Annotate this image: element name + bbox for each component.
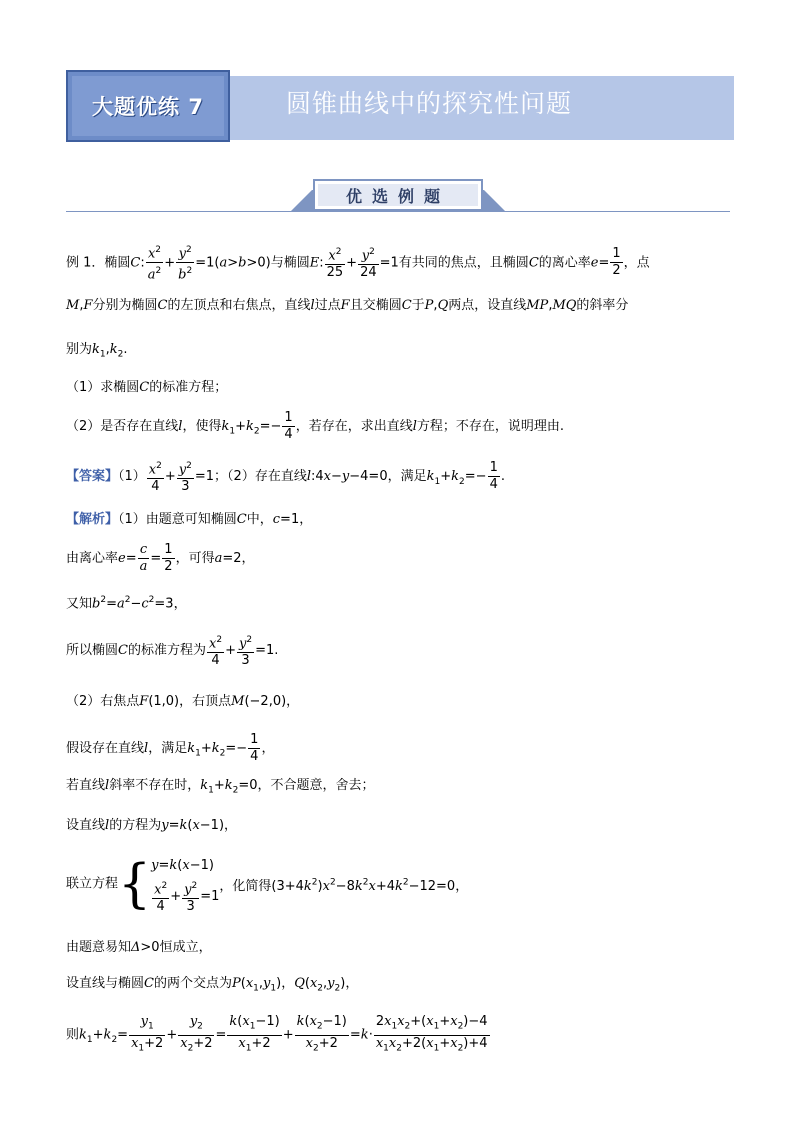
analysis-line-5: （2）右焦点F(1,0)，右顶点M(−2,0)，: [66, 694, 300, 709]
analysis-line-2: 由离心率e= $\frac{c}{a}$ = $\frac{1}{2}$ ，可得a=2，: [66, 542, 255, 574]
analysis-line-6: 假设存在直线l，满足$k_1+k_2=-$ $\frac{1}{4}$ ，: [66, 732, 275, 764]
analysis-line-1: 【解析】（1）由题意可知椭圆C中，c=1，: [66, 512, 313, 527]
analysis-line-10: 由题意易知Δ>0恒成立，: [66, 940, 212, 955]
page-title: 圆锥曲线中的探究性问题: [286, 89, 573, 118]
example-line-1: 例 1．椭圆C: $\frac{x^2}{a^2}$ + $\frac{y^2}{b^2}$ =1(a>b>0)与椭圆E: $\frac{x^2}{25}$ + $\frac{y^2}{24}$ =1有共同的焦点，且椭圆C的离心率e= $\frac{1}{2}$ ，点: [66, 242, 650, 284]
question-2: （2）是否存在直线l，使得$k_1+k_2=-$ $\frac{1}{4}$ ，若存在，求出直线l方程；不存在，说明理由.: [66, 410, 565, 442]
analysis-line-8: 设直线l的方程为y=k(x−1)，: [66, 818, 238, 833]
banner-label: 大题优练 7: [92, 95, 204, 119]
answer-tag: 【答案】: [66, 469, 119, 485]
analysis-line-12: 则$k_1+k_2=$ $\frac{y_1}{x_1+2}$ + $\frac{y_2}{x_2+2}$ = $\frac{k(x_1-1)}{x_1+2}$ + $\frac{k(x_2-1)}{x_2+2}$ =k· $\frac{2x_1x_2+(x_1+x_2)-4}{x_1x_2+2(x_1+x_2)+4}$: [66, 1014, 488, 1054]
analysis-tag: 【解析】: [66, 512, 119, 527]
analysis-line-11: 设直线与椭圆C的两个交点为$P(x_1,y_1)$，$Q(x_2,y_2)$，: [66, 976, 359, 994]
section-ribbon: [290, 176, 506, 214]
analysis-line-7: 若直线l斜率不存在时，$k_1+k_2=0$，不合题意，舍去；: [66, 778, 375, 796]
example-line-3: 别为$k_1,k_2$.: [66, 342, 128, 360]
analysis-line-9: 联立方程{ y=k(x−1) $\frac{x^2}{4}$ + $\frac{y^2}{3}$ =1 ，化简得$(3+4k^2)x^2-8k^2x+4k^2-12=0$，: [66, 854, 469, 915]
answer-line: 【答案】（1） $\frac{x^2}{4}$ + $\frac{y^2}{3}$ =1；（2）存在直线l:4x−y−4=0，满足$k_1+k_2=-$ $\frac{1}{4}$ .: [66, 458, 505, 495]
example-line-2: M,F分别为椭圆C的左顶点和右焦点，直线l过点F且交椭圆C于P,Q两点，设直线MP,MQ的斜率分: [66, 298, 629, 313]
banner-label-box: [66, 70, 230, 142]
section-label: 优选例题: [345, 187, 450, 206]
header-banner: [66, 70, 734, 142]
analysis-line-3: 又知$b^2=a^2-c^2=3$，: [66, 595, 187, 612]
question-1: （1）求椭圆C的标准方程；: [66, 380, 228, 395]
analysis-line-4: 所以椭圆C的标准方程为 $\frac{x^2}{4}$ + $\frac{y^2}{3}$ =1.: [66, 632, 278, 669]
